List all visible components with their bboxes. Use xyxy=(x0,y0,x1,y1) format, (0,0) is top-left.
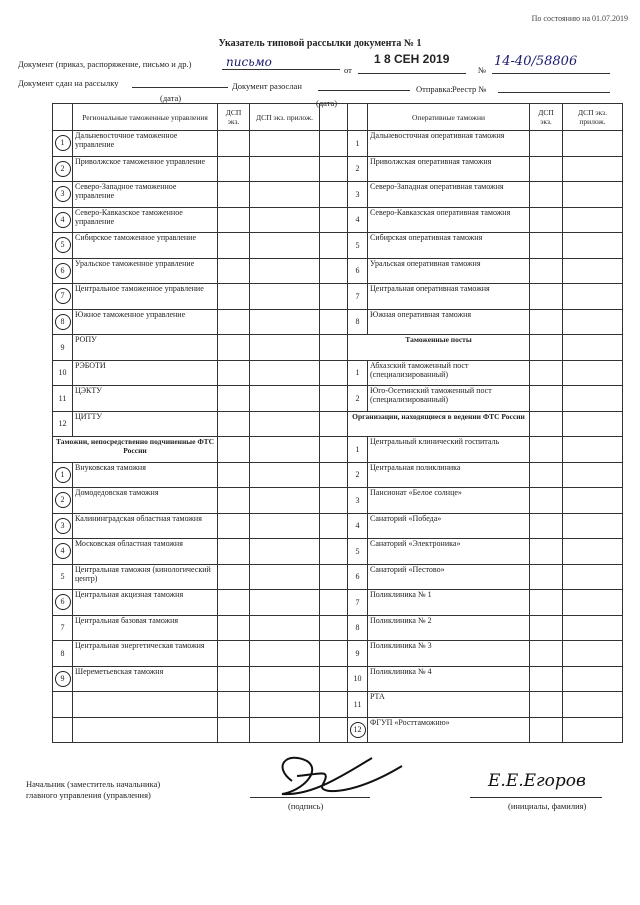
row-name-left: РЭБОТИ xyxy=(73,360,218,386)
spacer xyxy=(320,717,348,743)
spacer xyxy=(320,590,348,616)
dsp-attach-right xyxy=(563,156,623,182)
row-name-left: Дальневосточное таможенное управление xyxy=(73,131,218,157)
spacer xyxy=(320,284,348,310)
chief-label-1: Начальник (заместитель начальника) xyxy=(26,779,161,789)
header-spacer xyxy=(320,104,348,131)
dsp-copies-right xyxy=(530,488,563,514)
dsp-copies-left xyxy=(218,615,250,641)
dsp-copies-right xyxy=(530,386,563,412)
row-name-left: Шереметьевская таможня xyxy=(73,666,218,692)
dsp-attach-left xyxy=(250,207,320,233)
spacer xyxy=(320,539,348,565)
table-row xyxy=(53,488,623,514)
row-number-right: 8 xyxy=(348,309,368,335)
dsp-copies-right xyxy=(530,233,563,259)
row-number-right: 2 xyxy=(348,156,368,182)
row-number-right: 3 xyxy=(348,182,368,208)
dsp-attach-right xyxy=(563,462,623,488)
spacer xyxy=(320,258,348,284)
dsp-attach-left xyxy=(250,513,320,539)
circle-mark: 5 xyxy=(55,237,71,253)
dsp-copies-left xyxy=(218,590,250,616)
row-number-right: 1 xyxy=(348,360,368,386)
dsp-attach-left xyxy=(250,233,320,259)
row-name-right: Северо-Западная оперативная таможня xyxy=(368,182,530,208)
row-name-right: РТА xyxy=(368,692,530,718)
table-row xyxy=(53,207,623,233)
row-name-left: ЦИТТУ xyxy=(73,411,218,437)
circle-mark: 6 xyxy=(55,594,71,610)
dsp-copies-left xyxy=(218,131,250,157)
dsp-attach-right xyxy=(563,437,623,463)
dsp-copies-left xyxy=(218,360,250,386)
dsp-attach-right xyxy=(563,386,623,412)
dsp-attach-left xyxy=(250,590,320,616)
dsp-attach-left xyxy=(250,131,320,157)
dsp-attach-right xyxy=(563,513,623,539)
dsp-attach-right xyxy=(563,615,623,641)
row-number-right: 5 xyxy=(348,233,368,259)
header-dsp-copies-r: ДСП экз. xyxy=(530,104,563,131)
table-row xyxy=(53,692,623,718)
dsp-copies-left xyxy=(218,309,250,335)
row-number-right: 1 xyxy=(348,437,368,463)
dsp-attach-left xyxy=(250,360,320,386)
row-name-right: Северо-Кавказская оперативная таможня xyxy=(368,207,530,233)
dsp-copies-left xyxy=(218,564,250,590)
row-number-right: 11 xyxy=(348,692,368,718)
dsp-copies-right xyxy=(530,131,563,157)
date-caption-1: (дата) xyxy=(160,93,182,103)
table-row xyxy=(53,717,623,743)
table-row xyxy=(53,131,623,157)
table-row xyxy=(53,360,623,386)
row-number-left xyxy=(53,182,73,208)
submitted-line xyxy=(132,87,228,88)
dsp-copies-left xyxy=(218,641,250,667)
circle-mark: 3 xyxy=(55,186,71,202)
row-name-left: Приволжское таможенное управление xyxy=(73,156,218,182)
table-row xyxy=(53,284,623,310)
table-row xyxy=(53,462,623,488)
table-row xyxy=(53,539,623,565)
row-name-left: Центральная таможня (кинологический центр) xyxy=(73,564,218,590)
row-name-right: Центральная поликлиника xyxy=(368,462,530,488)
row-number-right: 6 xyxy=(348,258,368,284)
row-number-left xyxy=(53,666,73,692)
page-title: Указатель типовой рассылки документа № 1 xyxy=(218,38,422,49)
row-name-left: Уральское таможенное управление xyxy=(73,258,218,284)
row-number-right xyxy=(348,717,368,743)
row-number-left xyxy=(53,233,73,259)
dsp-attach-right xyxy=(563,692,623,718)
header-dsp-attach-r: ДСП экз. прилож. xyxy=(563,104,623,131)
dsp-copies-left xyxy=(218,462,250,488)
row-name-right: Санаторий «Победа» xyxy=(368,513,530,539)
row-number-left: 12 xyxy=(53,411,73,437)
dsp-attach-left xyxy=(250,156,320,182)
dsp-copies-right xyxy=(530,717,563,743)
dsp-copies-left xyxy=(218,284,250,310)
number-handwritten: 14-40/58806 xyxy=(494,54,578,69)
row-number-right: 8 xyxy=(348,615,368,641)
spacer xyxy=(320,233,348,259)
row-name-left: Северо-Западное таможенное управление xyxy=(73,182,218,208)
dsp-copies-left xyxy=(218,513,250,539)
spacer xyxy=(320,488,348,514)
date-caption-2: (дата) xyxy=(316,98,338,108)
dsp-copies-right xyxy=(530,641,563,667)
row-number-left: 11 xyxy=(53,386,73,412)
row-name-left: Южное таможенное управление xyxy=(73,309,218,335)
sent-label: Документ разослан xyxy=(232,81,302,91)
row-name-right: Санаторий «Пестово» xyxy=(368,564,530,590)
row-name-left: Центральная базовая таможня xyxy=(73,615,218,641)
spacer xyxy=(320,564,348,590)
circle-mark: 8 xyxy=(55,314,71,330)
dsp-attach-left xyxy=(250,284,320,310)
header-right-title: Оперативные таможни xyxy=(368,104,530,131)
dsp-copies-left xyxy=(218,233,250,259)
spacer xyxy=(320,386,348,412)
dsp-attach-right xyxy=(563,488,623,514)
row-name-left: Домодедовская таможня xyxy=(73,488,218,514)
dsp-attach-right xyxy=(563,564,623,590)
row-name-right: Уральская оперативная таможня xyxy=(368,258,530,284)
table-row xyxy=(53,513,623,539)
table-row xyxy=(53,641,623,667)
dsp-attach-right xyxy=(563,360,623,386)
row-name-left: РОПУ xyxy=(73,335,218,361)
doc-type-label: Документ (приказ, распоряжение, письмо и др.) xyxy=(18,59,192,69)
circle-mark: 6 xyxy=(55,263,71,279)
circle-mark: 1 xyxy=(55,135,71,151)
row-number-left: 9 xyxy=(53,335,73,361)
row-name-left xyxy=(73,692,218,718)
row-name-left: Калининградская областная таможня xyxy=(73,513,218,539)
row-number-left: 10 xyxy=(53,360,73,386)
number-label: № xyxy=(478,65,487,75)
dsp-attach-left xyxy=(250,182,320,208)
submitted-label: Документ сдан на рассылку xyxy=(18,78,119,88)
row-name-left xyxy=(73,717,218,743)
row-name-left: Центральная акцизная таможня xyxy=(73,590,218,616)
dsp-attach-left xyxy=(250,641,320,667)
dsp-attach-left xyxy=(250,335,320,361)
row-number-right: 10 xyxy=(348,666,368,692)
row-number-right: 2 xyxy=(348,386,368,412)
row-name-left: ЦЭКТУ xyxy=(73,386,218,412)
table-row xyxy=(53,564,623,590)
dsp-copies-right xyxy=(530,207,563,233)
spacer xyxy=(320,411,348,437)
row-number-right: 4 xyxy=(348,513,368,539)
dsp-attach-left xyxy=(250,258,320,284)
dsp-copies-right xyxy=(530,590,563,616)
row-name-left: Московская областная таможня xyxy=(73,539,218,565)
spacer xyxy=(320,513,348,539)
number-line xyxy=(492,73,610,74)
dsp-attach-right xyxy=(563,641,623,667)
row-number-right: 9 xyxy=(348,641,368,667)
dsp-copies-left xyxy=(218,437,250,463)
circle-mark: 4 xyxy=(55,212,71,228)
row-name-right: Абхазский таможенный пост (специализированный) xyxy=(368,360,530,386)
dsp-copies-right xyxy=(530,182,563,208)
dsp-copies-left xyxy=(218,717,250,743)
dsp-copies-right xyxy=(530,411,563,437)
row-number-right: 5 xyxy=(348,539,368,565)
dsp-attach-left xyxy=(250,692,320,718)
dsp-attach-left xyxy=(250,386,320,412)
circle-mark: 12 xyxy=(350,722,366,738)
spacer xyxy=(320,462,348,488)
row-number-left: 7 xyxy=(53,615,73,641)
row-name-right: Поликлиника № 4 xyxy=(368,666,530,692)
row-number-right: 6 xyxy=(348,564,368,590)
table-row xyxy=(53,411,623,437)
dsp-attach-right xyxy=(563,309,623,335)
dsp-attach-right xyxy=(563,284,623,310)
row-name-right: Пансионат «Белое солнце» xyxy=(368,488,530,514)
circle-mark: 9 xyxy=(55,671,71,687)
table-row xyxy=(53,335,623,361)
table-row xyxy=(53,615,623,641)
dsp-copies-right xyxy=(530,335,563,361)
row-name-right: Поликлиника № 1 xyxy=(368,590,530,616)
dsp-attach-right xyxy=(563,207,623,233)
dsp-copies-left xyxy=(218,207,250,233)
row-name-left: Сибирское таможенное управление xyxy=(73,233,218,259)
dsp-attach-right xyxy=(563,258,623,284)
spacer xyxy=(320,641,348,667)
table-row xyxy=(53,156,623,182)
row-number-left xyxy=(53,309,73,335)
name-handwritten: Е.Е.Егоров xyxy=(488,771,586,791)
dsp-copies-right xyxy=(530,539,563,565)
row-number-left xyxy=(53,284,73,310)
row-name-right: Поликлиника № 3 xyxy=(368,641,530,667)
row-number-left: 8 xyxy=(53,641,73,667)
circle-mark: 4 xyxy=(55,543,71,559)
circle-mark: 2 xyxy=(55,492,71,508)
dsp-copies-right xyxy=(530,309,563,335)
dsp-copies-left xyxy=(218,692,250,718)
distribution-table xyxy=(52,103,623,743)
circle-mark: 7 xyxy=(55,288,71,304)
table-row xyxy=(53,666,623,692)
row-number-left xyxy=(53,692,73,718)
dsp-attach-right xyxy=(563,666,623,692)
registry-label: Реестр № xyxy=(452,84,487,94)
table-row xyxy=(53,437,623,463)
dsp-attach-left xyxy=(250,411,320,437)
signature-caption: (подпись) xyxy=(288,801,324,811)
spacer xyxy=(320,182,348,208)
row-name-right: Центральная оперативная таможня xyxy=(368,284,530,310)
dsp-copies-left xyxy=(218,411,250,437)
dsp-copies-right xyxy=(530,615,563,641)
dsp-copies-left xyxy=(218,666,250,692)
row-name-right: ФГУП «Росттаможню» xyxy=(368,717,530,743)
dsp-copies-right xyxy=(530,462,563,488)
table-row xyxy=(53,309,623,335)
dsp-copies-right xyxy=(530,284,563,310)
registry-line xyxy=(498,92,610,93)
row-number-right: 7 xyxy=(348,590,368,616)
header-dsp-attach: ДСП экз. прилож. xyxy=(250,104,320,131)
table-row xyxy=(53,233,623,259)
row-number-right: 7 xyxy=(348,284,368,310)
dsp-attach-right xyxy=(563,182,623,208)
row-number-left xyxy=(53,258,73,284)
dsp-copies-left xyxy=(218,386,250,412)
dsp-attach-right xyxy=(563,590,623,616)
table-row xyxy=(53,258,623,284)
dsp-copies-right xyxy=(530,692,563,718)
circle-mark: 1 xyxy=(55,467,71,483)
row-name-left: Внуковская таможня xyxy=(73,462,218,488)
dsp-copies-right xyxy=(530,156,563,182)
spacer xyxy=(320,156,348,182)
spacer xyxy=(320,309,348,335)
date-stamp: 1 8 СЕН 2019 xyxy=(374,52,450,66)
dsp-attach-left xyxy=(250,462,320,488)
dsp-copies-right xyxy=(530,437,563,463)
dsp-attach-right xyxy=(563,233,623,259)
spacer xyxy=(320,437,348,463)
state-date: По состоянию на 01.07.2019 xyxy=(531,14,628,23)
row-number-left xyxy=(53,539,73,565)
dsp-attach-left xyxy=(250,615,320,641)
dsp-copies-right xyxy=(530,513,563,539)
row-number-right: 2 xyxy=(348,462,368,488)
dsp-copies-left xyxy=(218,156,250,182)
spacer xyxy=(320,207,348,233)
circle-mark: 2 xyxy=(55,161,71,177)
dsp-copies-left xyxy=(218,182,250,208)
spacer xyxy=(320,692,348,718)
row-name-left: Центральная энергетическая таможня xyxy=(73,641,218,667)
header-num-r xyxy=(348,104,368,131)
dsp-attach-left xyxy=(250,666,320,692)
row-number-right: 1 xyxy=(348,131,368,157)
row-number-right: 4 xyxy=(348,207,368,233)
dsp-copies-left xyxy=(218,488,250,514)
dsp-copies-right xyxy=(530,360,563,386)
row-name-left: Центральное таможенное управление xyxy=(73,284,218,310)
section-header-right: Организации, находящиеся в ведении ФТС России xyxy=(348,411,530,437)
row-name-right: Дальневосточная оперативная таможня xyxy=(368,131,530,157)
dsp-attach-right xyxy=(563,717,623,743)
row-name-right: Южная оперативная таможня xyxy=(368,309,530,335)
dispatch-label: Отправка: xyxy=(416,84,453,94)
circle-mark: 3 xyxy=(55,518,71,534)
dsp-attach-left xyxy=(250,488,320,514)
row-name-right: Сибирская оперативная таможня xyxy=(368,233,530,259)
dsp-attach-right xyxy=(563,539,623,565)
row-name-right: Юго-Осетинский таможенный пост (специализированный) xyxy=(368,386,530,412)
dsp-copies-right xyxy=(530,258,563,284)
row-number-left xyxy=(53,513,73,539)
row-number-left xyxy=(53,131,73,157)
sent-line xyxy=(318,90,410,91)
date-line xyxy=(358,73,466,74)
spacer xyxy=(320,335,348,361)
initials-caption: (инициалы, фамилия) xyxy=(508,801,587,811)
section-header-right: Таможенные посты xyxy=(348,335,530,361)
from-label: от xyxy=(344,65,352,75)
signature-scribble xyxy=(262,746,412,811)
row-number-left xyxy=(53,156,73,182)
header-left-title: Региональные таможенные управления xyxy=(73,104,218,131)
dsp-attach-left xyxy=(250,437,320,463)
row-number-left: 5 xyxy=(53,564,73,590)
spacer xyxy=(320,360,348,386)
dsp-attach-right xyxy=(563,335,623,361)
row-number-left xyxy=(53,207,73,233)
header-num xyxy=(53,104,73,131)
section-header-left: Таможни, непосредственно подчиненные ФТС России xyxy=(53,437,218,463)
dsp-attach-left xyxy=(250,717,320,743)
dsp-attach-left xyxy=(250,539,320,565)
row-name-right: Центральный клинический госпиталь xyxy=(368,437,530,463)
spacer xyxy=(320,131,348,157)
row-number-left xyxy=(53,590,73,616)
row-number-left xyxy=(53,462,73,488)
dsp-copies-left xyxy=(218,258,250,284)
dsp-copies-right xyxy=(530,666,563,692)
spacer xyxy=(320,666,348,692)
dsp-attach-right xyxy=(563,131,623,157)
chief-label-2: главного управления (управления) xyxy=(26,790,151,800)
doc-type-line xyxy=(222,69,340,70)
doc-type-handwritten: письмо xyxy=(226,55,272,69)
table-row xyxy=(53,182,623,208)
dsp-copies-right xyxy=(530,564,563,590)
dsp-copies-left xyxy=(218,539,250,565)
table-row xyxy=(53,386,623,412)
row-number-right: 3 xyxy=(348,488,368,514)
dsp-attach-right xyxy=(563,411,623,437)
spacer xyxy=(320,615,348,641)
row-name-right: Санаторий «Электроника» xyxy=(368,539,530,565)
dsp-copies-left xyxy=(218,335,250,361)
row-name-right: Поликлиника № 2 xyxy=(368,615,530,641)
dsp-attach-left xyxy=(250,564,320,590)
name-line xyxy=(470,797,602,798)
row-number-left xyxy=(53,488,73,514)
table-row xyxy=(53,590,623,616)
row-name-left: Северо-Кавказское таможенное управление xyxy=(73,207,218,233)
dsp-attach-left xyxy=(250,309,320,335)
row-name-right: Приволжская оперативная таможня xyxy=(368,156,530,182)
row-number-left xyxy=(53,717,73,743)
header-dsp-copies: ДСП экз. xyxy=(218,104,250,131)
